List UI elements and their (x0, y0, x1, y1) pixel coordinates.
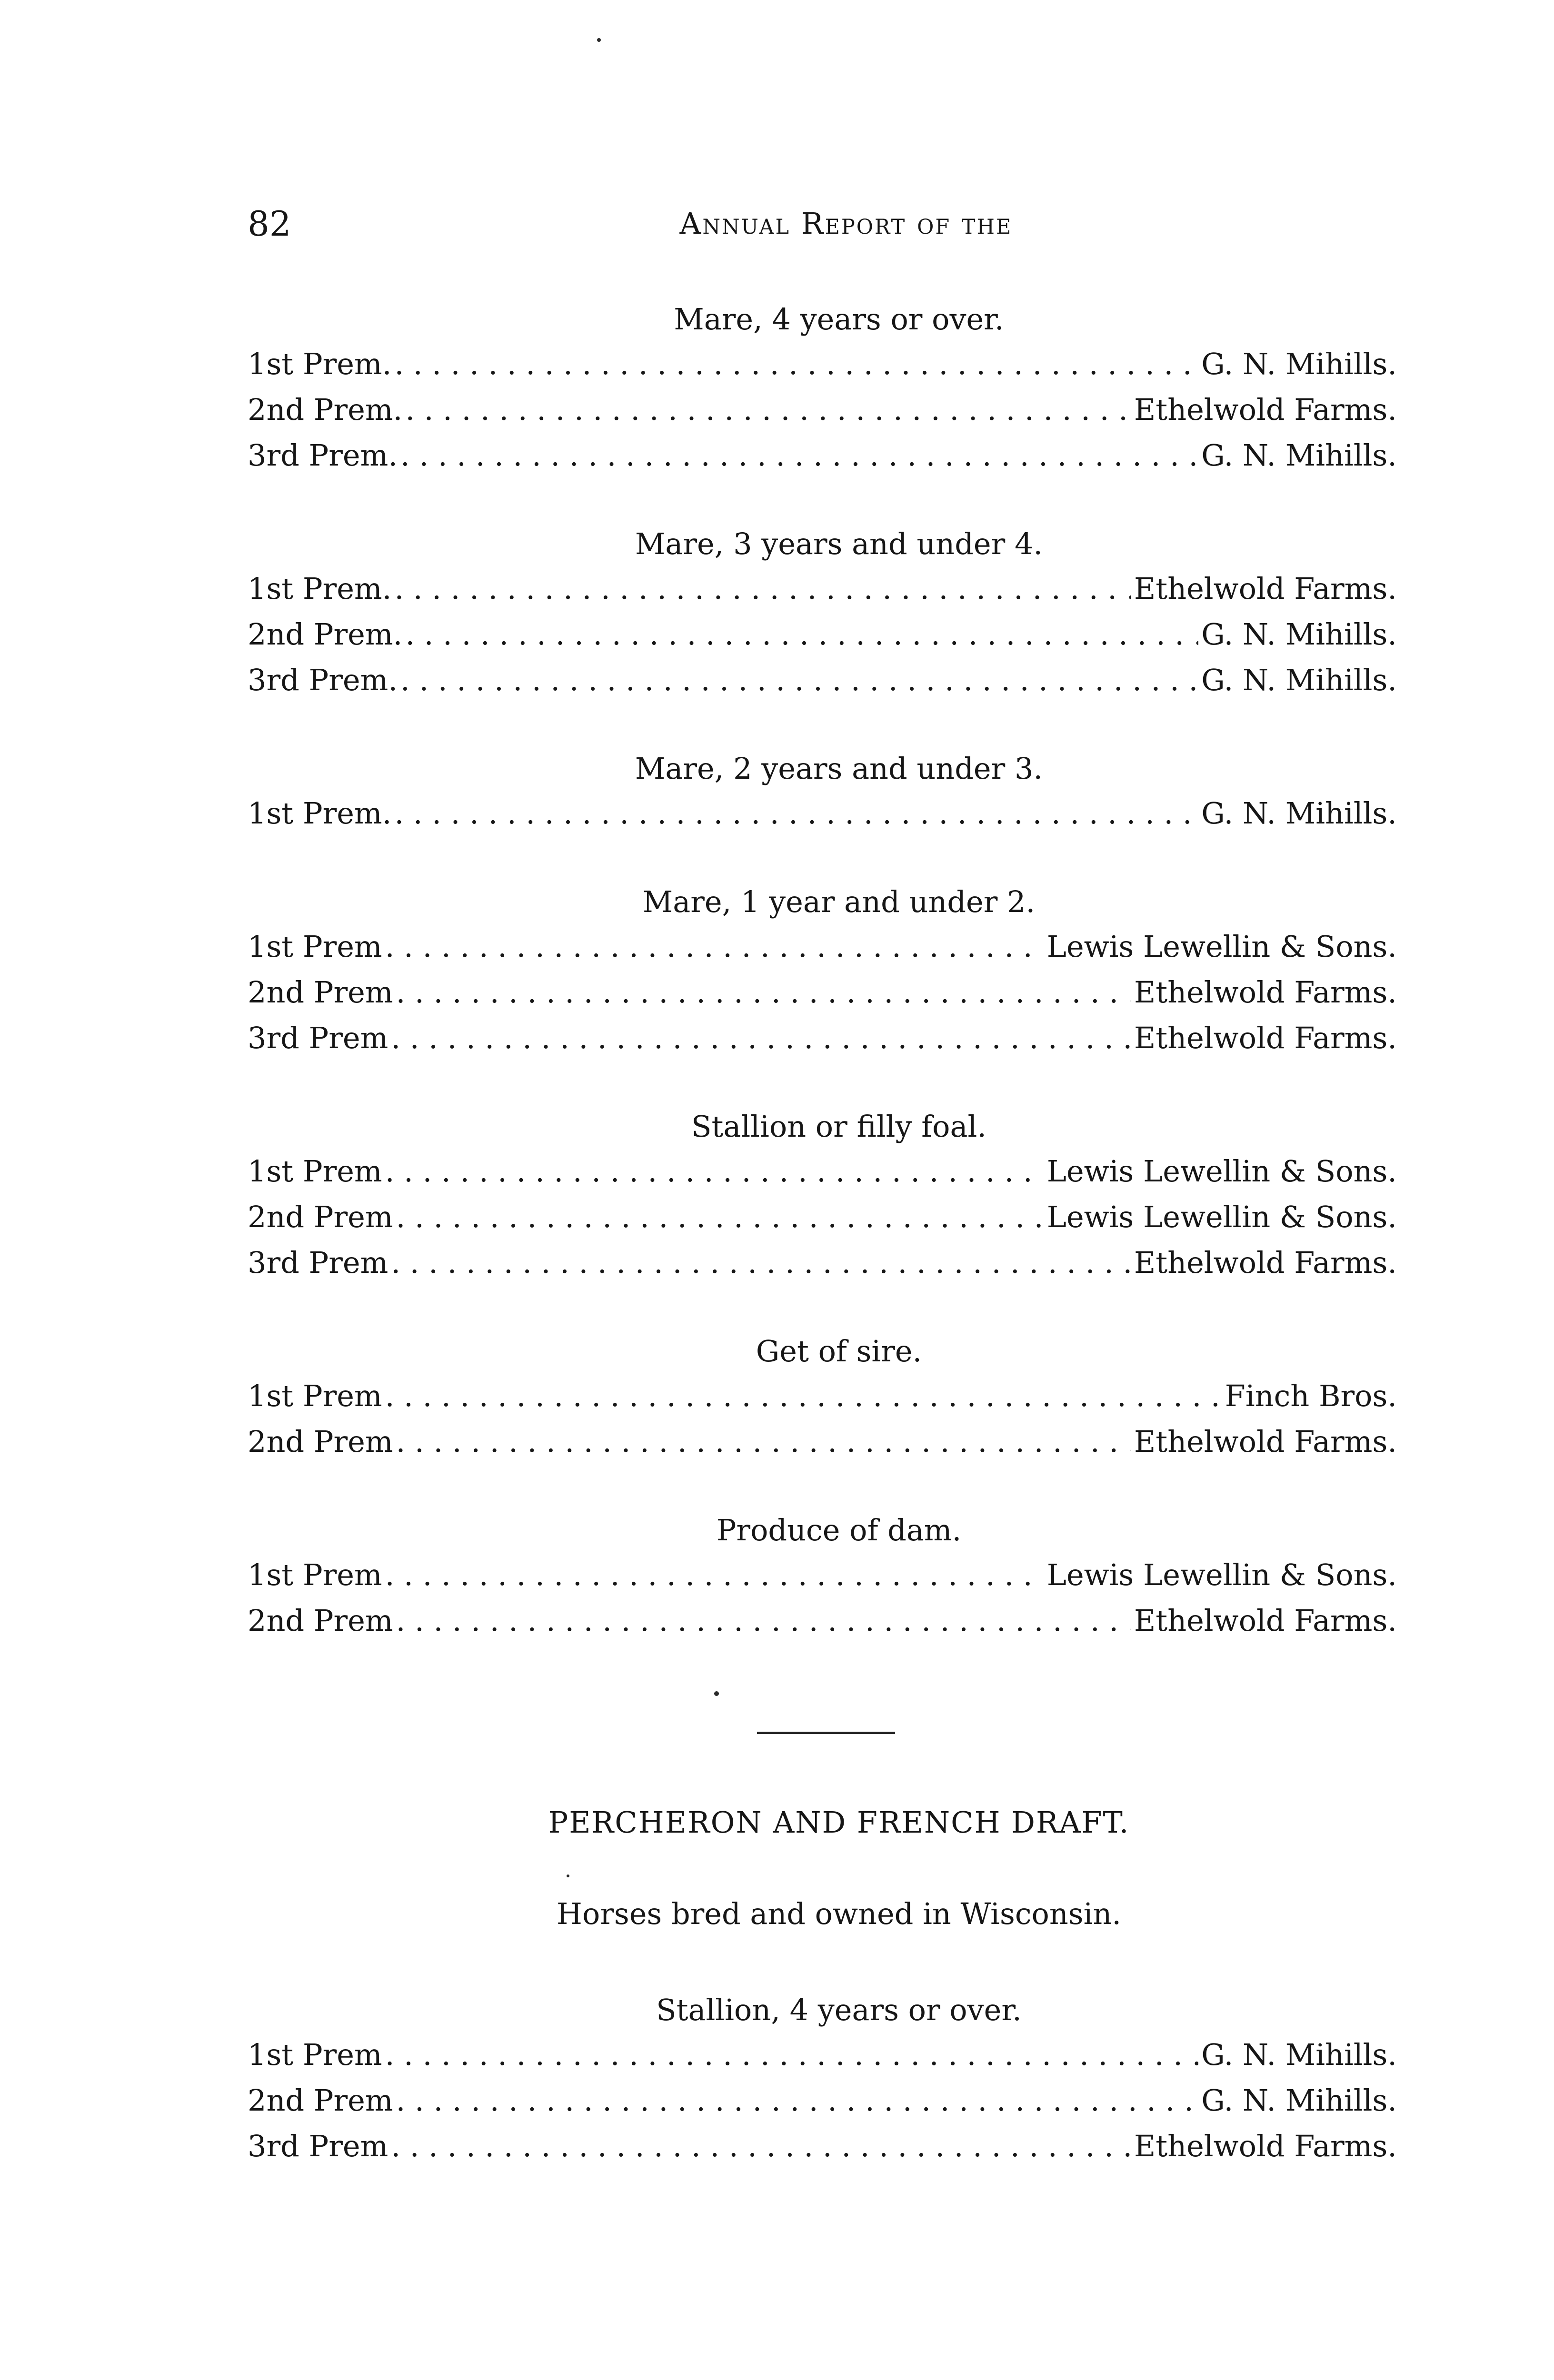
section-divider (248, 1644, 1397, 1801)
spacer (248, 1061, 1397, 1105)
premium-winner: G. N. Mihills. (1201, 438, 1397, 473)
premium-group (248, 1988, 1397, 2169)
premium-winner: Ethelwold Farms. (1134, 1021, 1397, 1055)
dot-leader (391, 1240, 1131, 1286)
dot-leader (391, 2123, 1131, 2169)
premium-entry (248, 1598, 1397, 1644)
premium-entry (248, 970, 1397, 1015)
premium-winner: Lewis Lewellin & Sons. (1046, 1154, 1397, 1189)
premium-group (248, 298, 1397, 478)
premium-winner: Ethelwold Farms. (1134, 2129, 1397, 2163)
premium-place: 2nd Prem (248, 1200, 393, 1234)
premium-entry (248, 1015, 1397, 1061)
page-number: 82 (248, 204, 291, 244)
premium-group (248, 747, 1397, 836)
page-header (248, 200, 1397, 252)
premium-list (248, 298, 1397, 2169)
class-heading: Mare, 3 years and under 4. (635, 526, 1043, 561)
premium-group (248, 880, 1397, 1061)
premium-group (248, 1329, 1397, 1465)
spacer (248, 836, 1397, 880)
dot-leader (385, 1552, 1044, 1598)
premium-winner: Ethelwold Farms. (1134, 1603, 1397, 1638)
premium-group (248, 1105, 1397, 1286)
spacer (248, 703, 1397, 747)
class-heading: Mare, 4 years or over. (674, 302, 1004, 337)
premium-place: 2nd Prem. (248, 617, 403, 652)
dot-leader (385, 924, 1044, 970)
premium-entry (248, 1240, 1397, 1286)
premium-winner: G. N. Mihills. (1201, 2083, 1397, 2118)
premium-entry (248, 612, 1397, 657)
premium-place: 1st Prem (248, 1557, 382, 1592)
class-heading: Get of sire. (756, 1334, 922, 1368)
dot-leader (385, 1149, 1044, 1194)
premium-entry (248, 2032, 1397, 2078)
premium-place: 3rd Prem (248, 2129, 388, 2163)
premium-entry (248, 924, 1397, 970)
premium-entry (248, 1149, 1397, 1194)
spacer (248, 478, 1397, 522)
premium-winner: G. N. Mihills. (1201, 2037, 1397, 2072)
premium-winner: Lewis Lewellin & Sons. (1046, 1200, 1397, 1234)
premium-winner: Ethelwold Farms. (1134, 975, 1397, 1010)
dot-leader (391, 1015, 1131, 1061)
dot-leader (394, 791, 1198, 836)
premium-place: 2nd Prem. (248, 392, 403, 427)
premium-place: 1st Prem (248, 2037, 382, 2072)
dot-leader (405, 612, 1198, 657)
premium-winner: Ethelwold Farms. (1134, 1245, 1397, 1280)
dot-leader (396, 970, 1131, 1015)
premium-place: 2nd Prem (248, 1603, 393, 1638)
premium-winner: G. N. Mihills. (1201, 347, 1397, 381)
class-heading: Mare, 2 years and under 3. (635, 751, 1043, 786)
premium-entry (248, 1194, 1397, 1240)
running-head: Annual Report of the (679, 206, 1013, 241)
dot-leader (394, 566, 1131, 612)
class-heading: Stallion or filly foal. (691, 1109, 986, 1144)
print-speck (597, 38, 601, 42)
premium-place: 3rd Prem (248, 1021, 388, 1055)
premium-winner: G. N. Mihills. (1201, 796, 1397, 831)
premium-winner: Lewis Lewellin & Sons. (1046, 1557, 1397, 1592)
dot-leader (385, 2032, 1199, 2078)
premium-entry (248, 387, 1397, 433)
dot-leader (396, 1194, 1044, 1240)
spacer (248, 1936, 1397, 1988)
premium-place: 3rd Prem. (248, 438, 398, 473)
premium-entry (248, 341, 1397, 387)
premium-group (248, 522, 1397, 703)
premium-winner: G. N. Mihills. (1201, 663, 1397, 697)
premium-entry (248, 433, 1397, 478)
premium-winner: Ethelwold Farms. (1134, 571, 1397, 606)
spacer (248, 1465, 1397, 1508)
premium-place: 1st Prem (248, 1378, 382, 1413)
premium-place: 1st Prem. (248, 347, 392, 381)
premium-entry (248, 2123, 1397, 2169)
dot-leader (396, 1419, 1131, 1465)
dot-leader (385, 1373, 1222, 1419)
spacer (248, 1286, 1397, 1329)
premium-entry (248, 791, 1397, 836)
dot-leader (405, 387, 1131, 433)
premium-place: 2nd Prem (248, 2083, 393, 2118)
premium-entry (248, 1419, 1397, 1465)
premium-winner: Lewis Lewellin & Sons. (1046, 929, 1397, 964)
premium-winner: G. N. Mihills. (1201, 617, 1397, 652)
premium-entry (248, 657, 1397, 703)
premium-winner: Finch Bros. (1225, 1378, 1397, 1413)
premium-place: 1st Prem (248, 1154, 382, 1189)
dot-leader (400, 433, 1198, 478)
section-title: PERCHERON AND FRENCH DRAFT. (548, 1805, 1130, 1840)
class-heading: Produce of dam. (716, 1513, 962, 1547)
premium-place: 1st Prem. (248, 571, 392, 606)
dot-leader (396, 1598, 1131, 1644)
dot-leader (396, 2078, 1199, 2123)
premium-place: 2nd Prem (248, 975, 393, 1010)
premium-place: 3rd Prem. (248, 663, 398, 697)
dot-leader (394, 341, 1198, 387)
premium-place: 3rd Prem (248, 1245, 388, 1280)
section-subtitle: Horses bred and owned in Wisconsin. (556, 1896, 1122, 1931)
premium-place: 1st Prem (248, 929, 382, 964)
premium-entry (248, 2078, 1397, 2123)
premium-place: 2nd Prem (248, 1424, 393, 1459)
dot-leader (400, 657, 1198, 703)
premium-place: 1st Prem. (248, 796, 392, 831)
premium-entry (248, 566, 1397, 612)
premium-winner: Ethelwold Farms. (1134, 392, 1397, 427)
premium-group (248, 1508, 1397, 1644)
premium-entry (248, 1373, 1397, 1419)
horizontal-rule (757, 1732, 895, 1734)
class-heading: Stallion, 4 years or over. (656, 1993, 1022, 2027)
class-heading: Mare, 1 year and under 2. (642, 884, 1036, 919)
premium-entry (248, 1552, 1397, 1598)
spacer (248, 1844, 1397, 1892)
premium-winner: Ethelwold Farms. (1134, 1424, 1397, 1459)
